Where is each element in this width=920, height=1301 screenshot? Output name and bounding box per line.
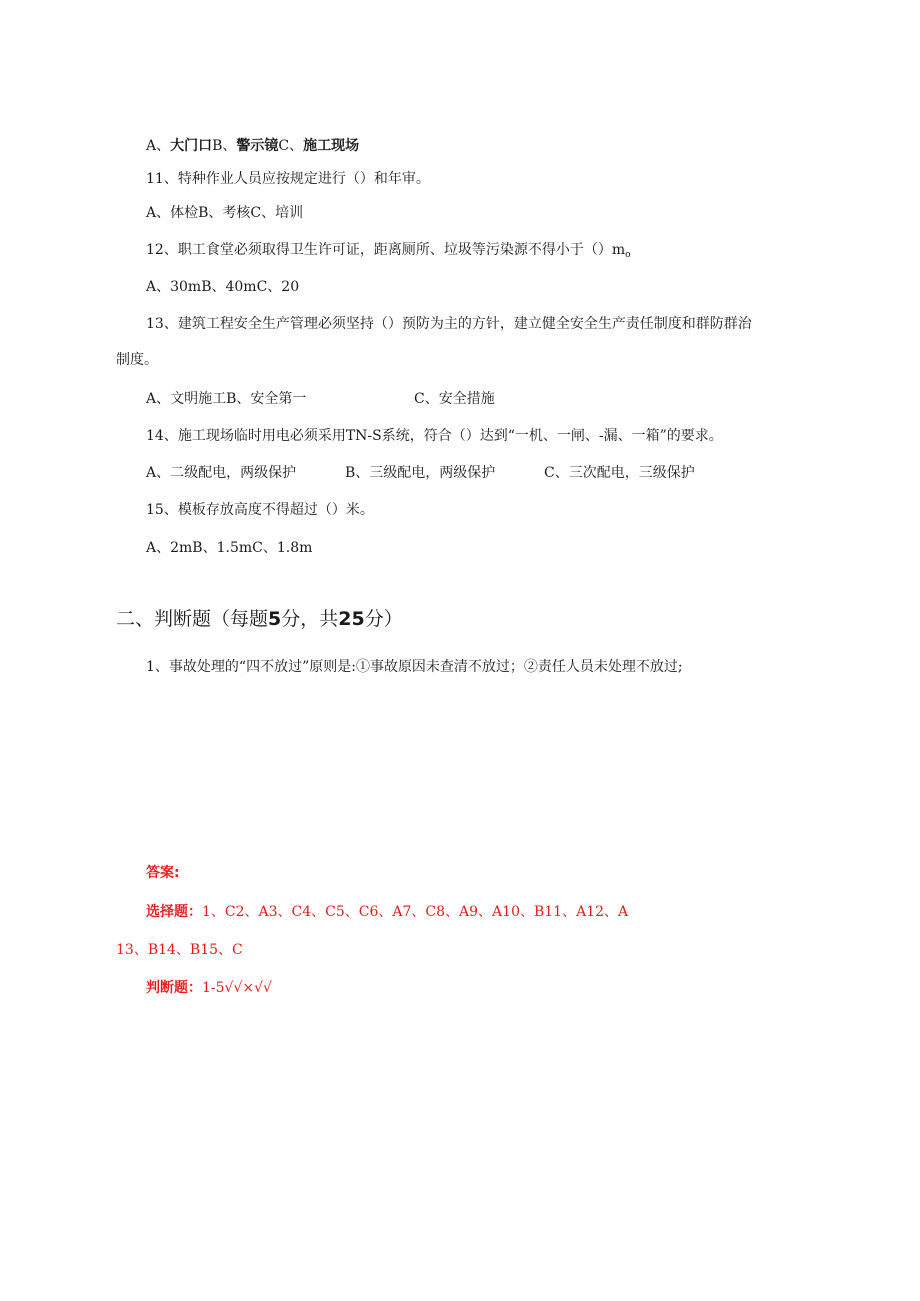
q12-unit-subscript: o <box>625 250 631 260</box>
answers-judge-line <box>146 978 272 998</box>
q14-option-b: B、三级配电，两级保护 <box>345 465 496 481</box>
section2-heading-total: 25 <box>338 608 365 630</box>
q13-text-line1: 13、建筑工程安全生产管理必须坚持（）预防为主的方针，建立健全安全生产责任制度和群防群治 <box>146 316 752 332</box>
q11-options: A、体检B、考核C、培训 <box>146 205 304 221</box>
q13-option-c: C、安全措施 <box>414 391 495 407</box>
answers-judge-label: 判断题： <box>146 980 202 996</box>
answers-choice-line2: 13、B14、B15、C <box>116 942 243 958</box>
answers-choice-line1 <box>146 902 628 922</box>
q13-text-line2: 制度。 <box>116 352 158 368</box>
answers-title: 答案: <box>146 865 180 881</box>
q10-option-b-label: B、 <box>212 138 237 154</box>
q13-option-ab: A、文明施工B、安全第一 <box>146 391 307 407</box>
section2-heading-prefix: 二、判断题（每题 <box>116 608 269 630</box>
answers-choice-values: 1、C2、A3、C4、C5、C6、A7、C8、A9、A10、B11、A12、A <box>202 904 629 920</box>
answers-choice-label: 选择题： <box>146 904 202 920</box>
q10-option-a-text: 大门口 <box>170 138 213 154</box>
q12-options: A、30mB、40mC、20 <box>146 279 300 295</box>
q10-option-c-text: 施工现场 <box>303 138 360 154</box>
q10-option-b-text: 警示镜 <box>236 138 279 154</box>
q12-text <box>146 240 631 265</box>
section2-heading-suffix: 分） <box>364 608 403 630</box>
q11-text: 11、特种作业人员应按规定进行（）和年审。 <box>146 171 430 187</box>
section2-heading <box>116 606 403 632</box>
q10-options <box>146 136 359 156</box>
q15-options: A、2mB、1.5mC、1.8m <box>146 540 313 556</box>
q10-option-a-label: A、 <box>146 138 171 154</box>
q14-option-c: C、三次配电，三级保护 <box>544 465 695 481</box>
q14-text: 14、施工现场临时用电必须采用TN-S系统，符合（）达到“一机、一闸、-漏、一箱”的要求。 <box>146 428 723 444</box>
q12-question: 12、职工食堂必须取得卫生许可证，距离厕所、垃圾等污染源不得小于（）m <box>146 242 626 258</box>
section2-item-1: 1、事故处理的“四不放过”原则是:①事故原因未查清不放过；②责任人员未处理不放过; <box>146 659 683 675</box>
answers-judge-values: 1-5√√×√√ <box>202 980 272 996</box>
section2-heading-points: 5 <box>268 608 282 630</box>
section2-heading-mid: 分，共 <box>281 608 339 630</box>
q15-text: 15、模板存放高度不得超过（）米。 <box>146 502 374 518</box>
q14-option-a: A、二级配电，两级保护 <box>146 465 297 481</box>
q10-option-c-label: C、 <box>278 138 304 154</box>
